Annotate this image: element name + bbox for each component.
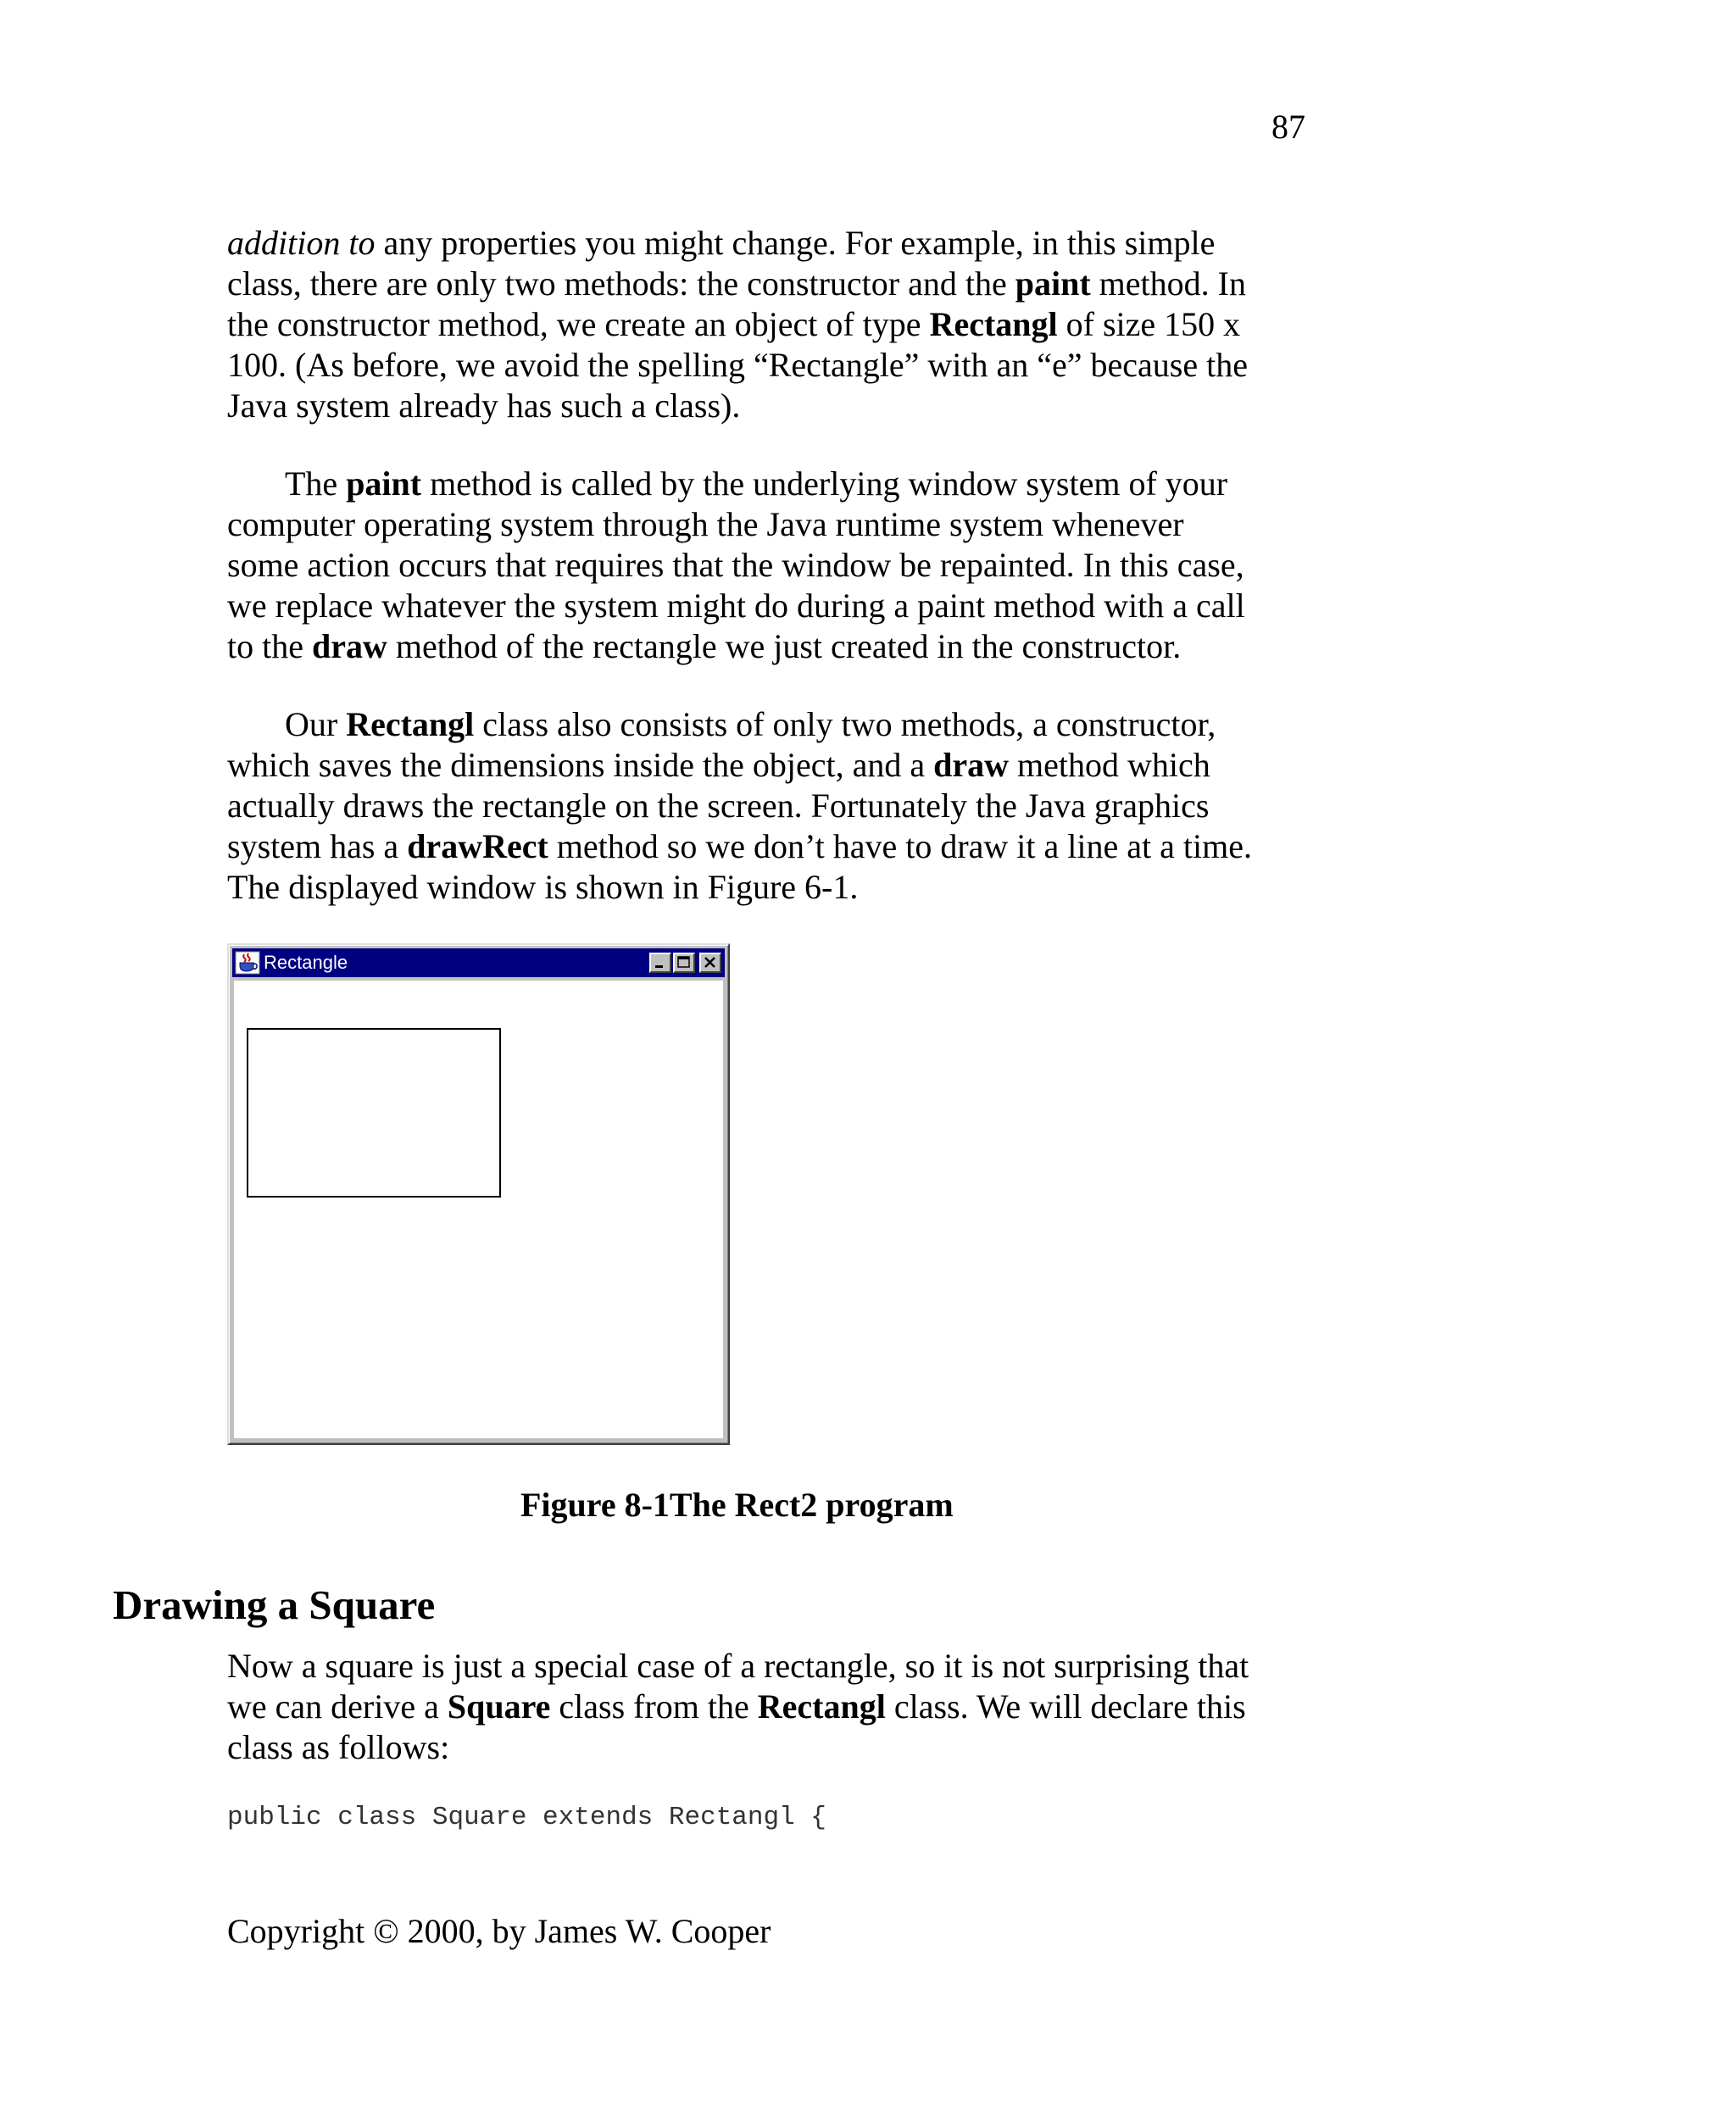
text-run: we can derive a — [227, 1687, 448, 1726]
minimize-icon — [651, 954, 670, 971]
close-icon — [701, 954, 720, 971]
paragraph-line: Now a square is just a special case of a rectangle, so it is not surprising that — [227, 1647, 1249, 1685]
section-heading: Drawing a Square — [113, 1581, 436, 1628]
text-run: class from the — [550, 1687, 758, 1726]
text-run: class also consists of only two methods, a constructor, — [474, 705, 1216, 743]
paragraph-line: Java system already has such a class). — [227, 386, 741, 425]
text-run: method of the rectangle we just created in the constructor. — [387, 627, 1182, 665]
window-client-area — [234, 981, 723, 1438]
paragraph-line — [227, 1687, 1346, 1727]
paragraph-line — [227, 464, 1346, 504]
bold-term: draw — [933, 746, 1010, 784]
text-run: any properties you might change. For example, in this simple — [375, 224, 1216, 262]
text-run: system has a — [227, 827, 408, 865]
text-run: which saves the dimensions inside the object, and a — [227, 746, 934, 784]
paragraph-line — [227, 826, 1346, 867]
paragraph-2 — [227, 464, 1346, 667]
italic-phrase: addition to — [227, 224, 376, 262]
paragraph-line: 100. (As before, we avoid the spelling “Rectangle” with an “e” because the — [227, 346, 1248, 384]
bold-term: Square — [447, 1687, 551, 1726]
window-title-bar[interactable] — [232, 948, 725, 977]
caption-buttons — [649, 953, 721, 973]
text-run: of size 150 x — [1057, 305, 1241, 343]
window-title: Rectangle — [264, 952, 348, 973]
paragraph-line — [227, 626, 1346, 667]
paragraph-line — [227, 264, 1346, 304]
paragraph-4 — [227, 1646, 1346, 1768]
paragraph-line: some action occurs that requires that the window be repainted. In this case, — [227, 546, 1244, 584]
paragraph-line: we replace whatever the system might do during a paint method with a call — [227, 586, 1245, 625]
figure-caption: Figure 8-1The Rect2 program — [520, 1486, 954, 1524]
text-run: method which — [1009, 746, 1210, 784]
drawn-rectangle — [247, 1028, 501, 1198]
text-run: to the — [227, 627, 312, 665]
text-run: method is called by the underlying window system of your — [421, 464, 1228, 503]
text-run: class, there are only two methods: the constructor and the — [227, 264, 1015, 303]
minimize-button[interactable] — [649, 953, 671, 973]
paragraph-line — [227, 745, 1346, 786]
text-run: class. We will declare this — [885, 1687, 1246, 1726]
rectangle-window-screenshot — [227, 943, 730, 1445]
maximize-button[interactable] — [673, 953, 695, 973]
paragraph-line: The displayed window is shown in Figure 6-1. — [227, 868, 859, 906]
bold-term: Rectangl — [346, 705, 475, 743]
bold-term: drawRect — [407, 827, 548, 865]
text-run: method so we don’t have to draw it a line at a time. — [548, 827, 1252, 865]
code-snippet: public class Square extends Rectangl { — [227, 1803, 826, 1832]
page-number: 87 — [1271, 108, 1305, 146]
paragraph-line: class as follows: — [227, 1728, 450, 1766]
close-button[interactable] — [699, 953, 721, 973]
bold-term: Rectangl — [757, 1687, 886, 1726]
paragraph-3 — [227, 704, 1346, 908]
maximize-icon — [675, 954, 693, 971]
text-run: the constructor method, we create an object of type — [227, 305, 930, 343]
paragraph-line — [227, 304, 1346, 345]
paragraph-1 — [227, 223, 1346, 426]
text-run: Our — [285, 705, 347, 743]
paragraph-line — [227, 223, 1346, 264]
paragraph-line — [227, 704, 1346, 745]
copyright-footer: Copyright © 2000, by James W. Cooper — [227, 1912, 771, 1950]
text-run: method. In — [1090, 264, 1246, 303]
paragraph-line: actually draws the rectangle on the screen. Fortunately the Java graphics — [227, 786, 1210, 825]
bold-term: draw — [311, 627, 387, 665]
bold-term: Rectangl — [929, 305, 1058, 343]
bold-term: paint — [346, 464, 422, 503]
paragraph-line: computer operating system through the Java runtime system whenever — [227, 505, 1184, 543]
text-run: The — [285, 464, 347, 503]
bold-term: paint — [1015, 264, 1091, 303]
java-cup-icon[interactable] — [235, 951, 260, 975]
